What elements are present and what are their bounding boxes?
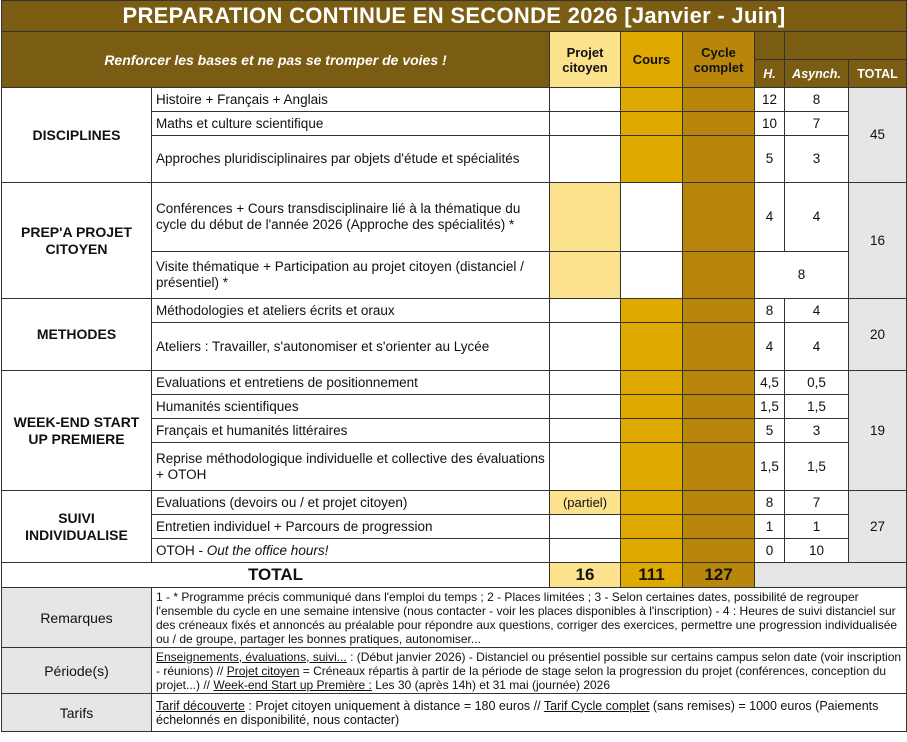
cell-projet xyxy=(550,252,621,299)
cell-projet xyxy=(550,299,621,323)
partiel-label: (partiel) xyxy=(550,491,621,515)
cell-cours xyxy=(621,88,683,112)
cell-cycle xyxy=(683,183,755,252)
cell-cycle xyxy=(683,112,755,136)
periode-t1: : (Début janvier 2026) - Distanciel ou présentiel possible sur certains campus selon date (voir inscription - réunions) // xyxy=(156,649,902,678)
hours-value: 1,5 xyxy=(755,443,785,491)
row-desc: Histoire + Français + Anglais xyxy=(152,88,550,112)
header-projet: Projet citoyen xyxy=(550,32,621,88)
section-total: 16 xyxy=(849,183,907,299)
cell-cours xyxy=(621,183,683,252)
total-blank xyxy=(755,563,907,588)
hours-value: 1,5 xyxy=(755,395,785,419)
cell-cours xyxy=(621,419,683,443)
cell-projet xyxy=(550,443,621,491)
hours-value: 10 xyxy=(755,112,785,136)
row-desc: Approches pluridisciplinaires par objets d'étude et spécialités xyxy=(152,136,550,183)
table-row xyxy=(2,371,907,395)
asynch-value: 3 xyxy=(785,419,849,443)
hours-value: 4 xyxy=(755,183,785,252)
header-blank xyxy=(755,32,785,60)
cell-cycle xyxy=(683,419,755,443)
asynch-value: 7 xyxy=(785,112,849,136)
hours-value: 5 xyxy=(755,419,785,443)
category-methodes: METHODES xyxy=(2,299,152,371)
periode-row xyxy=(2,648,907,694)
periode-u3: Week-end Start up Première : xyxy=(213,677,372,692)
total-projet: 16 xyxy=(550,563,621,588)
cell-projet xyxy=(550,395,621,419)
cell-projet xyxy=(550,183,621,252)
row-desc: Humanités scientifiques xyxy=(152,395,550,419)
row-desc: Maths et culture scientifique xyxy=(152,112,550,136)
tarifs-u2: Tarif Cycle complet xyxy=(543,698,650,713)
asynch-value: 1,5 xyxy=(785,395,849,419)
cell-projet xyxy=(550,136,621,183)
cell-cycle xyxy=(683,252,755,299)
cell-cours xyxy=(621,112,683,136)
cell-cycle xyxy=(683,443,755,491)
tarifs-text xyxy=(152,694,907,732)
tarifs-t2: (sans remises) = 1000 euros (Paiements échelonnés en disponibilité, nous contacter) xyxy=(156,698,879,727)
cell-cours xyxy=(621,252,683,299)
row-desc: Entretien individuel + Parcours de progression xyxy=(152,515,550,539)
periode-t2: = Créneaux répartis à partir de la période de stage selon la progression du projet (conférences, conception du projet...) // xyxy=(156,663,887,692)
row-desc: Visite thématique + Participation au projet citoyen (distanciel / présentiel) * xyxy=(152,252,550,299)
asynch-value: 4 xyxy=(785,299,849,323)
cell-cours xyxy=(621,299,683,323)
total-row xyxy=(2,563,907,588)
row-desc: Français et humanités littéraires xyxy=(152,419,550,443)
row-desc: Ateliers : Travailler, s'autonomiser et s'orienter au Lycée xyxy=(152,323,550,371)
category-suivi: SUIVI INDIVIDUALISE xyxy=(2,491,152,563)
asynch-value: 3 xyxy=(785,136,849,183)
cell-projet xyxy=(550,515,621,539)
tarifs-label: Tarifs xyxy=(2,694,152,732)
asynch-value: 1 xyxy=(785,515,849,539)
otoh-italic: Out the office hours! xyxy=(206,542,329,558)
cell-cycle xyxy=(683,515,755,539)
cell-cours xyxy=(621,443,683,491)
asynch-value: 8 xyxy=(785,88,849,112)
table-row xyxy=(2,299,907,323)
hours-value: 1 xyxy=(755,515,785,539)
cell-cours xyxy=(621,491,683,515)
section-total: 20 xyxy=(849,299,907,371)
header-h: H. xyxy=(755,60,785,88)
asynch-value: 4 xyxy=(785,323,849,371)
hours-value: 8 xyxy=(755,491,785,515)
row-desc: Conférences + Cours transdisciplinaire lié à la thématique du cycle du début de l'année 2026 (Approche des spécialités) * xyxy=(152,183,550,252)
cell-projet xyxy=(550,88,621,112)
otoh-label: OTOH - xyxy=(156,542,207,558)
asynch-value: 4 xyxy=(785,183,849,252)
cell-cours xyxy=(621,136,683,183)
periode-label: Période(s) xyxy=(2,648,152,694)
header-cours: Cours xyxy=(621,32,683,88)
periode-text xyxy=(152,648,907,694)
cell-cycle xyxy=(683,88,755,112)
asynch-value: 1,5 xyxy=(785,443,849,491)
asynch-value: 10 xyxy=(785,539,849,563)
cell-projet xyxy=(550,112,621,136)
remarques-label: Remarques xyxy=(2,588,152,648)
cell-cycle xyxy=(683,395,755,419)
hours-value: 12 xyxy=(755,88,785,112)
section-total: 27 xyxy=(849,491,907,563)
cell-cours xyxy=(621,515,683,539)
periode-u2: Projet citoyen xyxy=(226,663,300,678)
cell-cours xyxy=(621,371,683,395)
cell-projet xyxy=(550,539,621,563)
cell-cycle xyxy=(683,539,755,563)
tarifs-u1: Tarif découverte xyxy=(156,698,245,713)
row-desc xyxy=(152,539,550,563)
row-desc: Evaluations et entretiens de positionnement xyxy=(152,371,550,395)
category-prepa: PREP'A PROJET CITOYEN xyxy=(2,183,152,299)
row-desc: Reprise méthodologique individuelle et collective des évaluations + OTOH xyxy=(152,443,550,491)
cell-cycle xyxy=(683,136,755,183)
table-row xyxy=(2,183,907,252)
cell-cours xyxy=(621,323,683,371)
hours-value: 8 xyxy=(755,299,785,323)
hours-value: 4 xyxy=(755,323,785,371)
section-total: 19 xyxy=(849,371,907,491)
header-blank xyxy=(785,32,907,60)
periode-u1: Enseignements, évaluations, suivi... xyxy=(156,649,347,664)
hours-value: 0 xyxy=(755,539,785,563)
cell-cycle xyxy=(683,299,755,323)
cell-cycle xyxy=(683,491,755,515)
tarifs-t1: : Projet citoyen uniquement à distance = 180 euros // xyxy=(244,698,544,713)
cell-cours xyxy=(621,539,683,563)
asynch-value: 0,5 xyxy=(785,371,849,395)
program-table xyxy=(1,0,907,732)
total-cours: 111 xyxy=(621,563,683,588)
remarques-row xyxy=(2,588,907,648)
merged-value: 8 xyxy=(755,252,849,299)
cell-cycle xyxy=(683,323,755,371)
asynch-value: 7 xyxy=(785,491,849,515)
cell-projet xyxy=(550,371,621,395)
cell-projet xyxy=(550,419,621,443)
header-asynch: Asynch. xyxy=(785,60,849,88)
cell-cours xyxy=(621,395,683,419)
category-disciplines: DISCIPLINES xyxy=(2,88,152,183)
hours-value: 5 xyxy=(755,136,785,183)
hours-value: 4,5 xyxy=(755,371,785,395)
section-total: 45 xyxy=(849,88,907,183)
row-desc: Evaluations (devoirs ou / et projet citoyen) xyxy=(152,491,550,515)
table-row xyxy=(2,491,907,515)
total-label: TOTAL xyxy=(2,563,550,588)
periode-t3: Les 30 (après 14h) et 31 mai (journée) 2026 xyxy=(371,677,611,692)
tarifs-row xyxy=(2,694,907,732)
category-weekend: WEEK-END START UP PREMIERE xyxy=(2,371,152,491)
header-cycle: Cycle complet xyxy=(683,32,755,88)
remarques-text: 1 - * Programme précis communiqué dans l'emploi du temps ; 2 - Places limitées ; 3 - Selon certaines dates, possibilité de regrouper l'ensemble du cycle en une semaine intensive (nous contacter - voir les places disponibles à l'inscription) - 4 : Heures de suivi distanciel sur des créneaux fixés et annoncés au préalable pour répondre aux questions, corriger des exercices, permettre une progression individualisée ou / de groupe, partager les bonnes pratiques, autonomiser... xyxy=(152,588,907,648)
total-cycle: 127 xyxy=(683,563,755,588)
table-row xyxy=(2,88,907,112)
page-title: PREPARATION CONTINUE EN SECONDE 2026 [Janvier - Juin] xyxy=(2,1,907,32)
cell-projet xyxy=(550,323,621,371)
header-total: TOTAL xyxy=(849,60,907,88)
subtitle: Renforcer les bases et ne pas se tromper de voies ! xyxy=(2,32,550,88)
row-desc: Méthodologies et ateliers écrits et oraux xyxy=(152,299,550,323)
cell-cycle xyxy=(683,371,755,395)
